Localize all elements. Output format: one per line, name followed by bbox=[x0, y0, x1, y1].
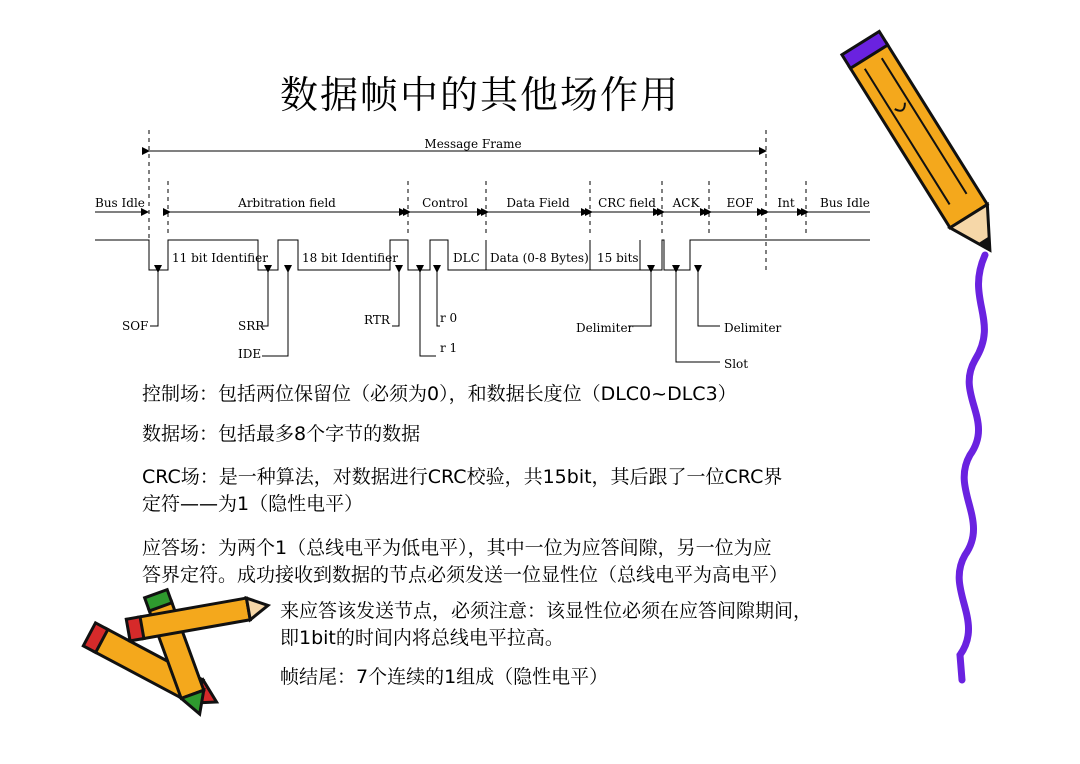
arbitration-field-label: Arbitration field bbox=[238, 196, 336, 210]
int-field-label: Int bbox=[777, 196, 795, 210]
ack-field-label: ACK bbox=[672, 196, 700, 210]
bus-idle-left-label: Bus Idle bbox=[95, 196, 145, 210]
crc-field-label: CRC field bbox=[598, 196, 656, 210]
data-box: Data (0-8 Bytes) bbox=[490, 251, 589, 265]
data-field-label: Data Field bbox=[506, 196, 570, 210]
crc15-box: 15 bits bbox=[597, 251, 639, 265]
eof-field-label: EOF bbox=[726, 196, 754, 210]
dlc-box: DLC bbox=[453, 251, 480, 265]
message-frame-label: Message Frame bbox=[424, 137, 522, 151]
crc-delimiter-label: Delimiter bbox=[576, 321, 634, 335]
control-field-label: Control bbox=[422, 196, 468, 210]
slide-title: 数据帧中的其他场作用 bbox=[279, 73, 680, 117]
eof-text: 帧结尾：7个连续的1组成（隐性电平） bbox=[280, 666, 609, 688]
id11-box: 11 bit Identifier bbox=[172, 251, 268, 265]
r1-label: r 1 bbox=[440, 341, 458, 355]
r0-label: r 0 bbox=[440, 311, 458, 325]
ack-field-text: 应答场：为两个1（总线电平为低电平），其中一位为应答间隙，另一位为应 答界定符。成功接收到数据的节点必须发送一位显性位（总线电平为高电平） bbox=[142, 537, 789, 586]
control-field-text: 控制场：包括两位保留位（必须为0），和数据长度位（DLC0~DLC3） bbox=[142, 383, 737, 405]
slot-label: Slot bbox=[724, 357, 749, 371]
bus-idle-right-label: Bus Idle bbox=[820, 196, 870, 210]
id18-box: 18 bit Identifier bbox=[302, 251, 398, 265]
ide-label: IDE bbox=[238, 347, 262, 361]
srr-label: SRR bbox=[238, 319, 265, 333]
ack-delimiter-label: Delimiter bbox=[724, 321, 782, 335]
sof-label: SOF bbox=[122, 319, 149, 333]
rtr-label: RTR bbox=[364, 313, 390, 327]
crc-field-text: CRC场：是一种算法，对数据进行CRC校验，共15bit，其后跟了一位CRC界 定符——为1（隐性电平） bbox=[142, 466, 783, 515]
data-field-text: 数据场：包括最多8个字节的数据 bbox=[142, 423, 421, 445]
ack-field-text-continued: 来应答该发送节点，必须注意：该显性位必须在应答间隙期间， 即1bit的时间内将总线电平拉高。 bbox=[280, 600, 813, 649]
